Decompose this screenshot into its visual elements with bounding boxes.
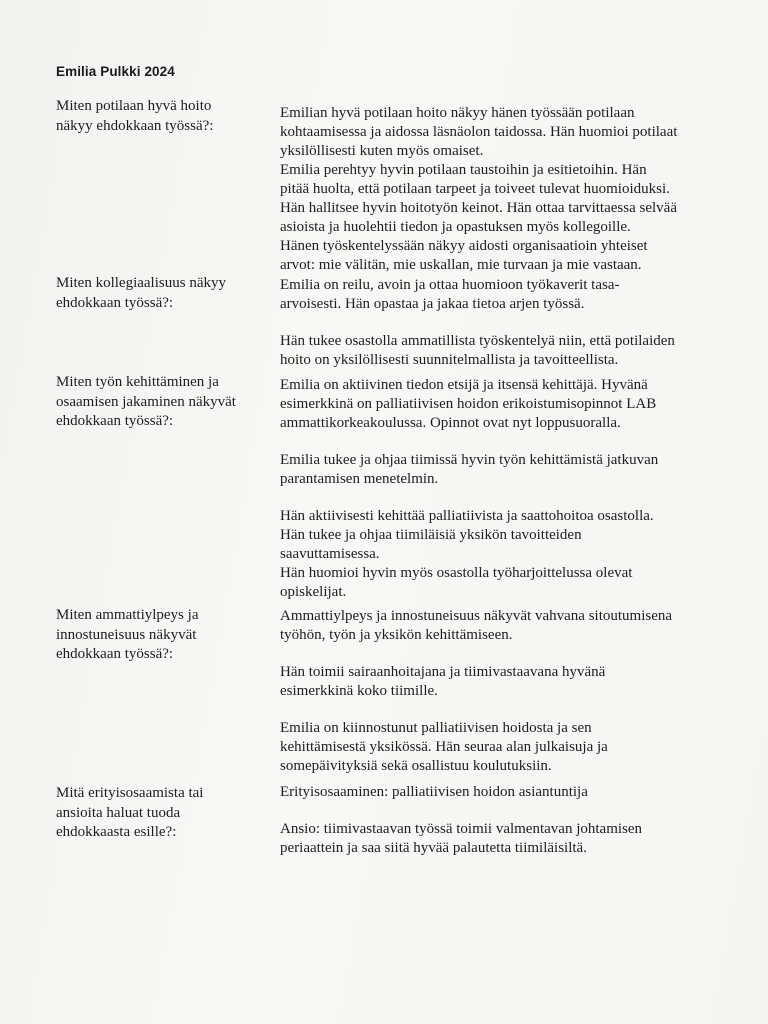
paragraph-gap <box>280 802 750 820</box>
question-potilaan-hoito <box>56 97 256 136</box>
paragraph-gap <box>280 701 750 719</box>
answer-erityisosaaminen <box>280 783 750 858</box>
answer-line: Emilia tukee ja ohjaa tiimissä hyvin työn kehittämistä jatkuvan <box>280 452 659 468</box>
question-line: ansioita haluat tuoda <box>56 804 181 821</box>
answer-line: Emilian hyvä potilaan hoito näkyy hänen työssään potilaan <box>280 105 635 121</box>
answer-line: arvoisesti. Hän opastaa ja jakaa tietoa arjen työssä. <box>280 296 585 312</box>
paragraph-gap <box>280 314 750 332</box>
answer-line: opiskelijat. <box>280 584 347 600</box>
paragraph-gap <box>280 645 750 663</box>
answer-line: työhön, työn ja yksikön kehittämiseen. <box>280 627 513 643</box>
answer-line: hoito on yksilöllisesti suunnitelmallista ja tavoitteellista. <box>280 352 619 368</box>
answer-line: parantamisen menetelmin. <box>280 471 439 487</box>
paragraph-gap <box>280 489 750 507</box>
answer-line: Hän hallitsee hyvin hoitotyön keinot. Hän ottaa tarvittaessa selvää <box>280 200 677 216</box>
answer-line: Hän aktiivisesti kehittää palliatiivista ja saattohoitoa osastolla. <box>280 508 654 524</box>
answer-kollegiaalisuus <box>280 276 750 370</box>
answer-line: esimerkkinä on palliatiivisen hoidon erikoistumisopinnot LAB <box>280 396 657 412</box>
answer-line: kohtaamisessa ja aidossa läsnäolon taidossa. Hän huomioi potilaat <box>280 124 678 140</box>
answer-line: yksilöllisesti kuten myös omaiset. <box>280 143 484 159</box>
question-line: innostuneisuus näkyvät <box>56 626 197 643</box>
question-line: ehdokkaan työssä?: <box>56 294 174 311</box>
answer-potilaan-hoito <box>280 104 750 275</box>
paragraph-gap <box>280 433 750 451</box>
answer-line: Ansio: tiimivastaavan työssä toimii valmentavan johtamisen <box>280 821 643 837</box>
answer-tyon-kehittaminen <box>280 376 750 602</box>
question-line: ehdokkaasta esille?: <box>56 824 177 840</box>
answer-line: ammattikorkeakoulussa. Opinnot ovat nyt loppusuoralla. <box>280 415 621 431</box>
question-line: Miten työn kehittäminen ja <box>56 374 219 390</box>
answer-line: saavuttamisessa. <box>280 546 380 562</box>
answer-line: Emilia on aktiivinen tiedon etsijä ja itsensä kehittäjä. Hyvänä <box>280 377 648 393</box>
question-line: ehdokkaan työssä?: <box>56 646 174 662</box>
answer-line: kehittämisestä yksikössä. Hän seuraa alan julkaisuja ja <box>280 739 608 755</box>
question-kollegiaalisuus <box>56 274 256 313</box>
answer-line: asioista ja huolehtii tiedon ja opastuksen myös kollegoille. <box>280 219 631 235</box>
question-line: ehdokkaan työssä?: <box>56 413 174 429</box>
question-tyon-kehittaminen <box>56 373 256 432</box>
document-title: Emilia Pulkki 2024 <box>56 64 175 79</box>
question-erityisosaaminen <box>56 784 256 843</box>
answer-line: somepäivityksiä sekä osallistuu koulutuksiin. <box>280 758 552 774</box>
answer-line: Emilia perehtyy hyvin potilaan taustoihin ja esitietoihin. Hän <box>280 162 647 178</box>
answer-line: Hän huomioi hyvin myös osastolla työharjoittelussa olevat <box>280 565 633 581</box>
answer-line: Ammattiylpeys ja innostuneisuus näkyvät vahvana sitoutumisena <box>280 608 673 624</box>
question-line: Miten ammattiylpeys ja <box>56 607 199 623</box>
answer-line: esimerkkinä koko tiimille. <box>280 683 438 699</box>
answer-line: Hän tukee osastolla ammatillista työskentelyä niin, että potilaiden <box>280 333 675 349</box>
question-line: osaamisen jakaminen näkyvät <box>56 393 236 410</box>
question-line: näkyy ehdokkaan työssä?: <box>56 117 214 134</box>
question-line: Miten potilaan hyvä hoito <box>56 98 212 114</box>
answer-line: Hän toimii sairaanhoitajana ja tiimivastaavana hyvänä <box>280 664 606 680</box>
question-line: Mitä erityisosaamista tai <box>56 785 204 801</box>
answer-line: Emilia on kiinnostunut palliatiivisen hoidosta ja sen <box>280 720 592 736</box>
answer-line: Hän tukee ja ohjaa tiimiläisiä yksikön tavoitteiden <box>280 527 582 543</box>
answer-line: Erityisosaaminen: palliatiivisen hoidon asiantuntija <box>280 784 588 800</box>
answer-line: periaattein ja saa siitä hyvää palautetta tiimiläisiltä. <box>280 840 587 856</box>
answer-line: pitää huolta, että potilaan tarpeet ja toiveet tulevat huomioiduksi. <box>280 181 670 197</box>
answer-ammattiylpeys <box>280 607 750 776</box>
answer-line: Hänen työskentelyssään näkyy aidosti organisaatioin yhteiset <box>280 238 648 254</box>
question-line: Miten kollegiaalisuus näkyy <box>56 275 226 291</box>
answer-line: arvot: mie välitän, mie uskallan, mie turvaan ja mie vastaan. <box>280 257 642 273</box>
question-ammattiylpeys <box>56 606 256 665</box>
answer-line: Emilia on reilu, avoin ja ottaa huomioon työkaverit tasa- <box>280 277 620 293</box>
